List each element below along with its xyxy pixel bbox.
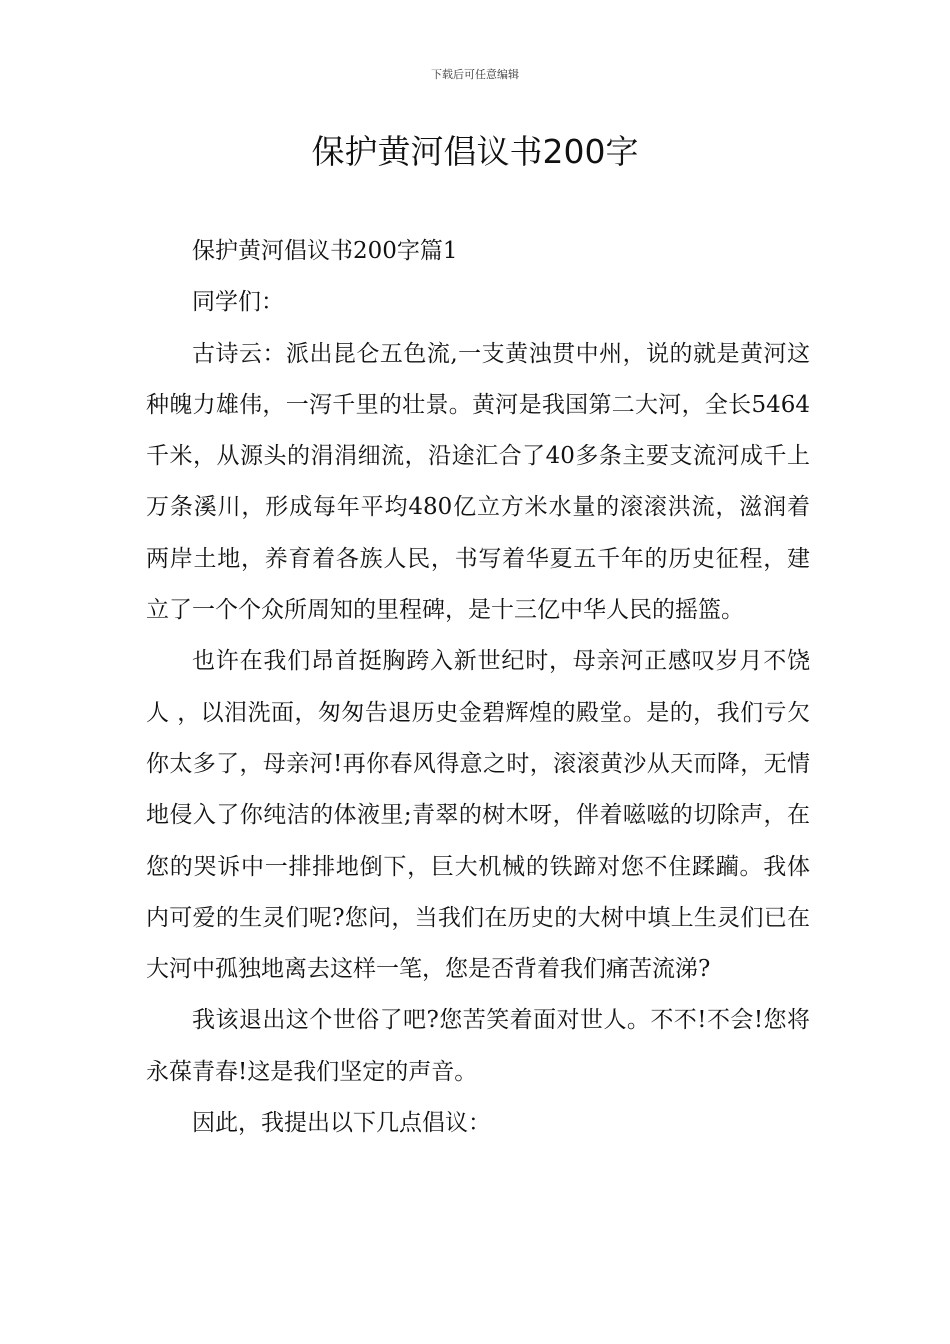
paragraph: 古诗云：派出昆仑五色流,一支黄浊贯中州，说的就是黄河这种魄力雄伟，一泻千里的壮景。黄河是我国第二大河，全长5464千米，从源头的涓涓细流，沿途汇合了40多条主要支流河成千上万条溪川，形成每年平均480亿立方米水量的滚滚洪流，滋润着两岸土地，养育着各族人民，书写着华夏五千年的历史征程，建立了一个个众所周知的里程碑，是十三亿中华人民的摇篮。 xyxy=(146,340,810,624)
paragraph: 因此，我提出以下几点倡议： xyxy=(192,1110,491,1137)
paragraph: 也许在我们昂首挺胸跨入新世纪时，母亲河正感叹岁月不饶人 ，以泪洗面，匆匆告退历史金碧辉煌的殿堂。是的，我们亏欠你太多了，母亲河!再你春风得意之时，滚滚黄沙从天而降，无情地侵入了你纯洁的体液里;青翠的树木呀，伴着嗞嗞的切除声，在您的哭诉中一排排地倒下，巨大机械的铁蹄对您不住蹂躏。我体内可爱的生灵们呢?您问，当我们在历史的大树中填上生灵们已在大河中孤独地离去这样一笔，您是否背着我们痛苦流涕? xyxy=(146,648,810,983)
paragraph: 我该退出这个世俗了吧?您苦笑着面对世人。不不!不会!您将永葆青春!这是我们坚定的声音。 xyxy=(146,1007,810,1085)
section-subtitle: 保护黄河倡议书200字篇1 xyxy=(192,238,458,264)
document-body xyxy=(146,226,810,1149)
header-note: 下载后可任意编辑 xyxy=(431,68,519,81)
greeting: 同学们： xyxy=(192,289,284,316)
page-title: 保护黄河倡议书200字 xyxy=(311,132,639,171)
